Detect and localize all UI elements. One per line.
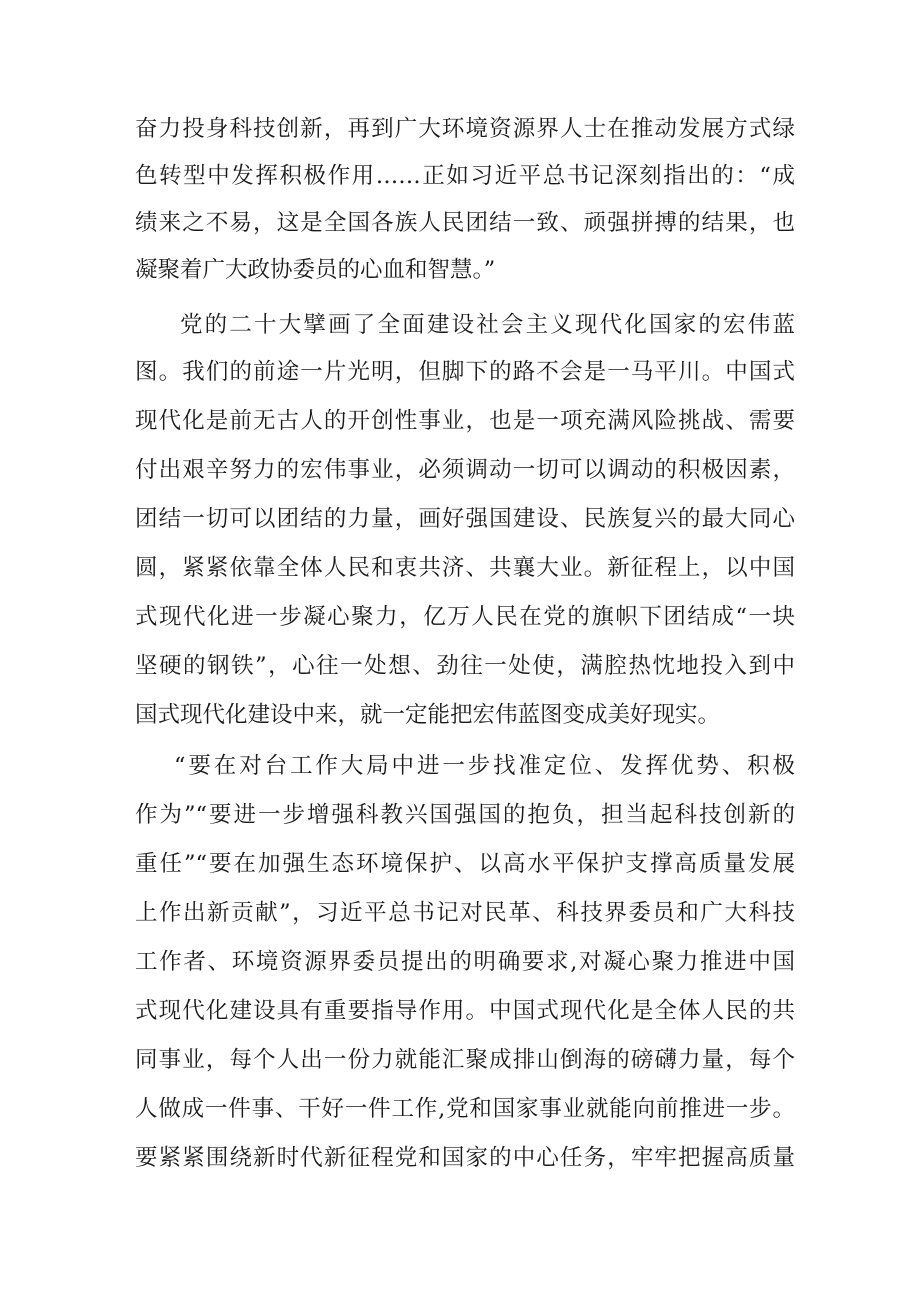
- paragraph-3-line-4: 上作出新贡献”，习近平总书记对民革、科技界委员和广大科技: [135, 900, 795, 926]
- paragraph-1-line-4: 凝聚着广大政协委员的心血和智慧。”: [135, 257, 496, 283]
- paragraph-3-line-5: 工作者、环境资源界委员提出的明确要求,对凝心聚力推进中国: [135, 949, 795, 975]
- paragraph-2-line-6: 圆，紧紧依靠全体人民和衷共济、共襄大业。新征程上，以中国: [135, 555, 795, 581]
- paragraph-2-line-4: 付出艰辛努力的宏伟事业，必须调动一切可以调动的积极因素，: [135, 457, 795, 483]
- paragraph-2-line-7: 式现代化进一步凝心聚力，亿万人民在党的旗帜下团结成“一块: [135, 604, 795, 630]
- paragraph-3-line-9: 要紧紧围绕新时代新征程党和国家的中心任务，牢牢把握高质量: [135, 1145, 795, 1171]
- paragraph-2-line-9: 国式现代化建设中来，就一定能把宏伟蓝图变成美好现实。: [135, 702, 721, 728]
- paragraph-3-line-3: 重任”“要在加强生态环境保护、以高水平保护支撑高质量发展: [135, 851, 795, 877]
- paragraph-2-line-8: 坚硬的钢铁”，心往一处想、劲往一处使，满腔热忱地投入到中: [135, 653, 795, 679]
- paragraph-2-line-2: 图。我们的前途一片光明，但脚下的路不会是一马平川。中国式: [135, 359, 795, 385]
- paragraph-1-line-1: 奋力投身科技创新，再到广大环境资源界人士在推动发展方式绿: [135, 116, 795, 142]
- paragraph-2-line-1: 党的二十大擘画了全面建设社会主义现代化国家的宏伟蓝: [180, 312, 795, 338]
- paragraph-3-line-1: “要在对台工作大局中进一步找准定位、发挥优势、积极: [174, 753, 795, 779]
- paragraph-2-line-3: 现代化是前无古人的开创性事业，也是一项充满风险挑战、需要: [135, 408, 795, 434]
- paragraph-3-line-6: 式现代化建设具有重要指导作用。中国式现代化是全体人民的共: [135, 998, 795, 1024]
- paragraph-1-line-2: 色转型中发挥积极作用……正如习近平总书记深刻指出的：“成: [135, 163, 795, 189]
- paragraph-3-line-7: 同事业，每个人出一份力就能汇聚成排山倒海的磅礴力量，每个: [135, 1047, 795, 1073]
- paragraph-1-line-3: 绩来之不易，这是全国各族人民团结一致、顽强拼搏的结果，也: [135, 210, 795, 236]
- paragraph-2-line-5: 团结一切可以团结的力量，画好强国建设、民族复兴的最大同心: [135, 506, 795, 532]
- paragraph-3-line-2: 作为”“要进一步增强科教兴国强国的抱负，担当起科技创新的: [135, 802, 795, 828]
- paragraph-3-line-8: 人做成一件事、干好一件工作,党和国家事业就能向前推进一步。: [135, 1096, 795, 1122]
